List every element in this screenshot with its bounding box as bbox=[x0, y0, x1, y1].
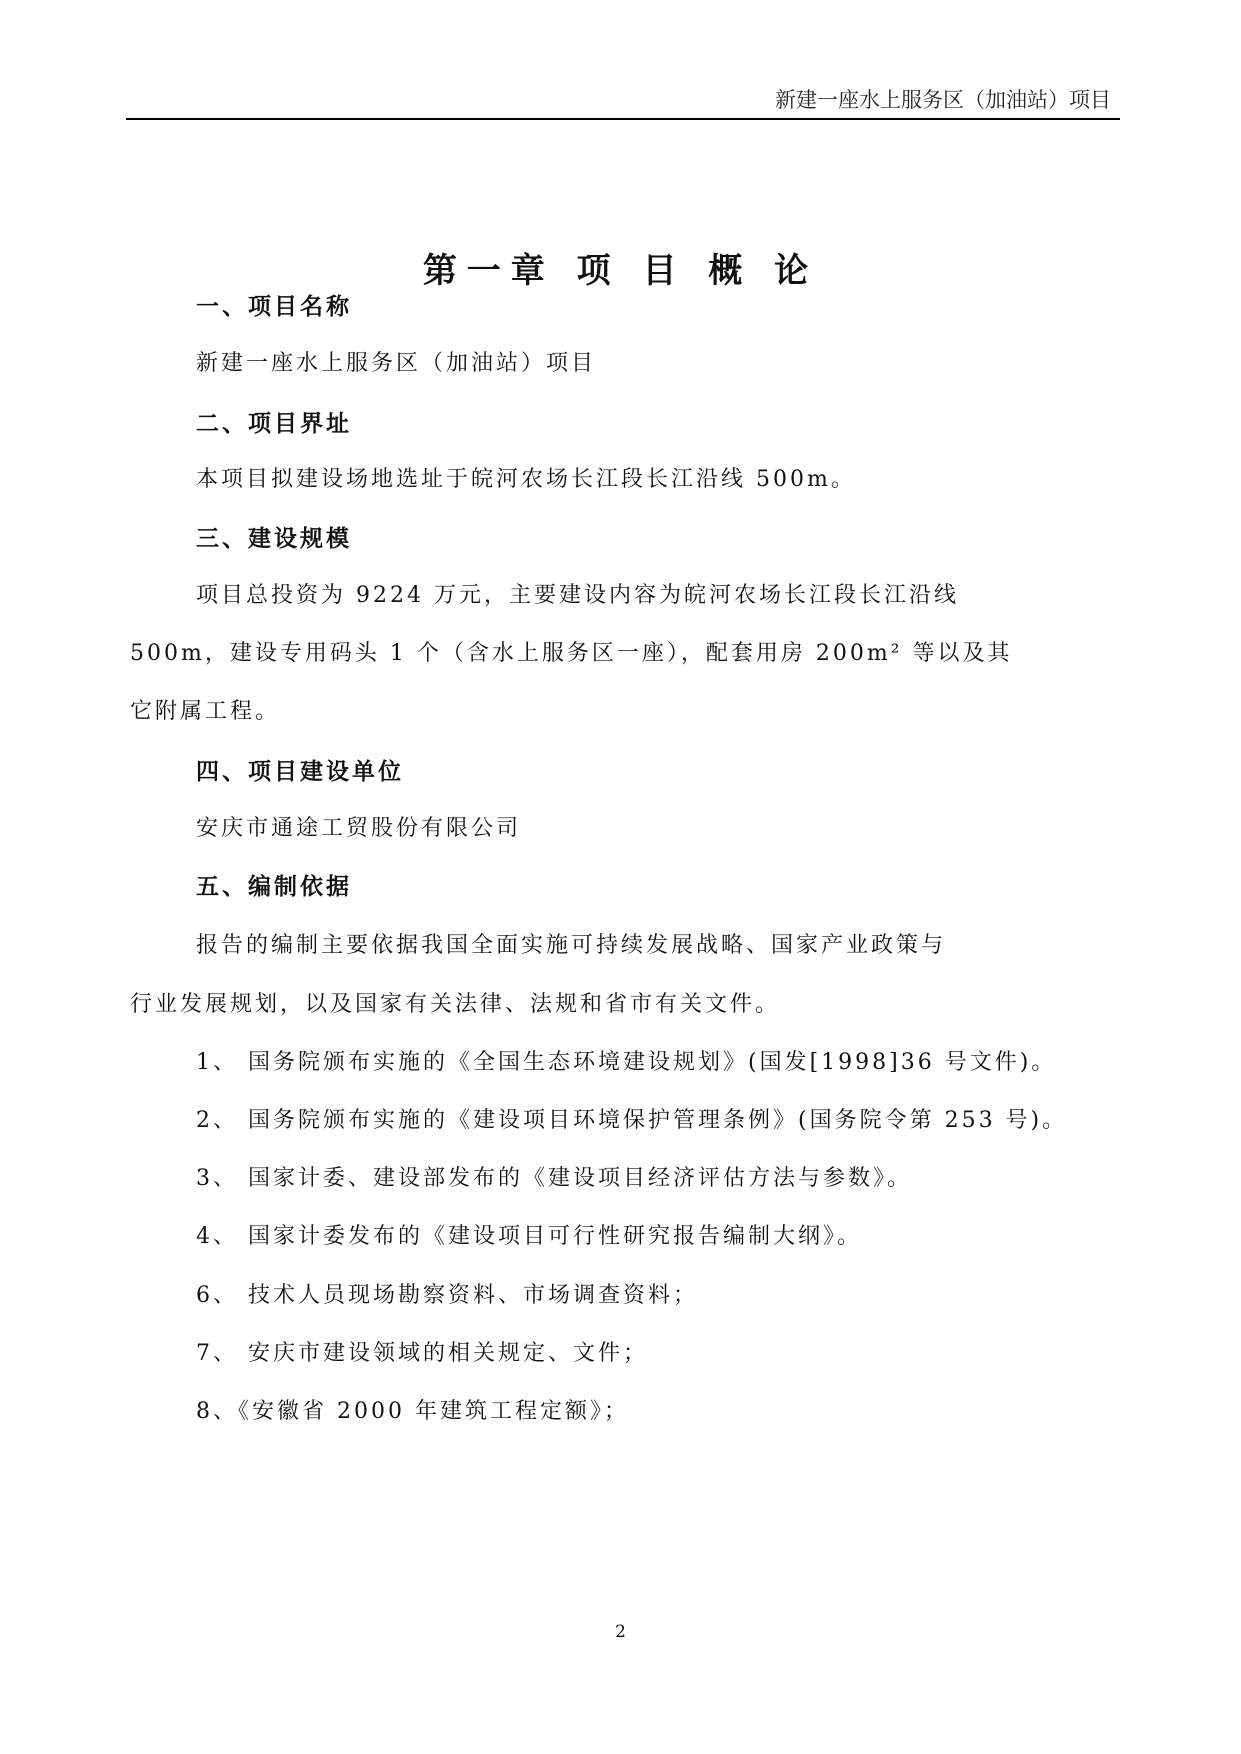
project-name-text: 新建一座水上服务区（加油站）项目 bbox=[196, 351, 597, 376]
scale-paragraph-line: 项目总投资为 9224 万元，主要建设内容为皖河农场长江段长江沿线 bbox=[196, 583, 959, 608]
basis-list-item: 7、 安庆市建设领域的相关规定、文件； bbox=[196, 1341, 648, 1366]
basis-list-item: 3、 国家计委、建设部发布的《建设项目经济评估方法与参数》。 bbox=[196, 1166, 912, 1191]
basis-list-item: 6、 技术人员现场勘察资料、市场调查资料； bbox=[196, 1283, 698, 1308]
header-divider bbox=[126, 118, 1120, 120]
section-heading-construction-unit: 四、项目建设单位 bbox=[196, 758, 404, 785]
chapter-title: 第一章 项 目 概 论 bbox=[422, 251, 819, 291]
basis-paragraph-line: 行业发展规划，以及国家有关法律、法规和省市有关文件。 bbox=[130, 992, 781, 1017]
section-heading-scale: 三、建设规模 bbox=[196, 525, 352, 552]
basis-list-item: 4、 国家计委发布的《建设项目可行性研究报告编制大纲》。 bbox=[196, 1224, 862, 1249]
section-heading-project-name: 一、项目名称 bbox=[196, 293, 352, 320]
project-site-text: 本项目拟建设场地选址于皖河农场长江段长江沿线 500m。 bbox=[196, 467, 856, 492]
basis-list-item: 2、 国务院颁布实施的《建设项目环境保护管理条例》(国务院令第 253 号)。 bbox=[196, 1108, 1068, 1133]
construction-unit-text: 安庆市通途工贸股份有限公司 bbox=[196, 816, 522, 841]
section-heading-project-site: 二、项目界址 bbox=[196, 410, 352, 437]
page-number: 2 bbox=[615, 1622, 626, 1642]
page-header-title: 新建一座水上服务区（加油站）项目 bbox=[775, 88, 1111, 112]
scale-paragraph-line: 它附属工程。 bbox=[130, 699, 281, 724]
basis-list-item: 1、 国务院颁布实施的《全国生态环境建设规划》(国发[1998]36 号文件)。 bbox=[196, 1050, 1057, 1075]
section-heading-basis: 五、编制依据 bbox=[196, 873, 352, 900]
scale-paragraph-line: 500m，建设专用码头 1 个（含水上服务区一座），配套用房 200m² 等以及其 bbox=[130, 641, 1013, 666]
basis-paragraph-line: 报告的编制主要依据我国全面实施可持续发展战略、国家产业政策与 bbox=[196, 933, 947, 958]
basis-list-item: 8、《安徽省 2000 年建筑工程定额》； bbox=[196, 1399, 629, 1424]
